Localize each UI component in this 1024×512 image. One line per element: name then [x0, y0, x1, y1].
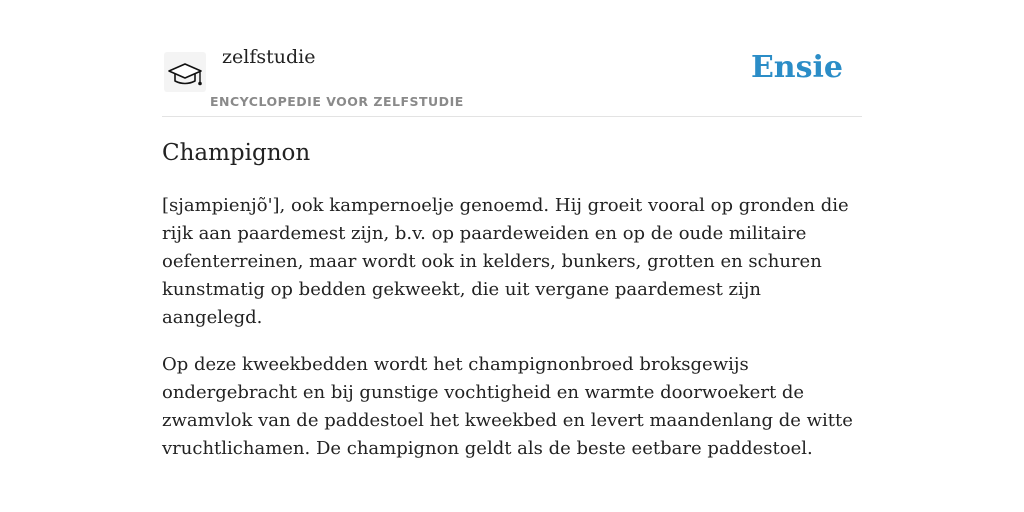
article-body	[162, 192, 862, 482]
article-paragraph: [sjampienjõ'], ook kampernoelje genoemd. Hij groeit vooral op gronden die rijk aan paardemest zijn, b.v. op paardeweiden en op de oude militaire oefenterreinen, maar wordt ook in kelders, bunkers, grotten en schuren kunstmatig op bedden gekweekt, die uit vergane paardemest zijn aangelegd.	[162, 195, 849, 328]
article-title: Champignon	[162, 140, 311, 166]
graduation-cap-icon[interactable]	[164, 52, 206, 92]
brand-logo-link[interactable]: Ensie	[750, 50, 843, 85]
site-name[interactable]: zelfstudie	[222, 46, 316, 68]
article-paragraph: Op deze kweekbedden wordt het champignonbroed broksgewijs ondergebracht en bij gunstige vochtigheid en warmte doorwoekert de zwamvlok van de paddestoel het kweekbed en levert maandenlang de witte vruchtlichamen. De champignon geldt als de beste eetbare paddestoel.	[162, 354, 853, 459]
page	[162, 0, 862, 512]
site-tagline: ENCYCLOPEDIE VOOR ZELFSTUDIE	[210, 94, 464, 109]
site-header	[162, 0, 862, 117]
